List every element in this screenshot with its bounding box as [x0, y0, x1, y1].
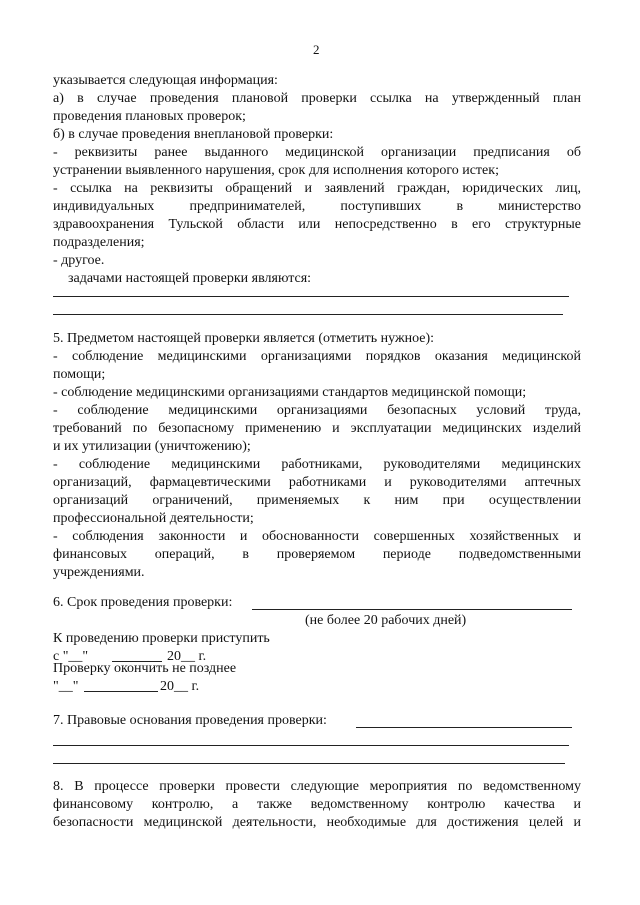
- start-date-year: 20__ г.: [167, 649, 207, 664]
- intro-line: - другое.: [53, 253, 105, 268]
- term-note: (не более 20 рабочих дней): [305, 613, 467, 628]
- blank-line: [53, 314, 563, 315]
- section5-line: организаций ограничений, применяемых к ним при осуществлении: [53, 493, 581, 508]
- section5-line: - соблюдение медицинскими организациями безопасных условий труда,: [53, 403, 581, 418]
- section5-line: требований по безопасному применению и эксплуатации медицинских изделий: [53, 421, 581, 436]
- section8-line: финансовому контролю, а также ведомственному контролю качества и: [53, 797, 581, 812]
- intro-line: индивидуальных предпринимателей, поступивших в министерство: [53, 199, 581, 214]
- intro-line: б) в случае проведения внеплановой проверки:: [53, 127, 334, 142]
- end-label: Проверку окончить не позднее: [53, 661, 237, 676]
- section6-label: 6. Срок проведения проверки:: [53, 595, 233, 610]
- intro-line: указывается следующая информация:: [53, 73, 278, 88]
- start-date-day: с "__": [53, 649, 89, 664]
- blank-line: [53, 745, 569, 746]
- end-date-year: 20__ г.: [160, 679, 200, 694]
- section5-line: помощи;: [53, 367, 106, 382]
- section5-line: профессиональной деятельности;: [53, 511, 254, 526]
- term-blank: [252, 609, 572, 610]
- intro-line: проведения плановых проверок;: [53, 109, 246, 124]
- legal-basis-blank: [356, 727, 572, 728]
- section5-line: и их утилизации (уничтожению);: [53, 439, 251, 454]
- section5-line: - соблюдение медицинскими организациями стандартов медицинской помощи;: [53, 385, 527, 400]
- section5-line: - соблюдение медицинскими организациями порядков оказания медицинской: [53, 349, 581, 364]
- section5-line: - соблюдения законности и обоснованности совершенных хозяйственных и: [53, 529, 581, 544]
- section8-line: 8. В процессе проверки провести следующие мероприятия по ведомственному: [53, 779, 581, 794]
- intro-line: подразделения;: [53, 235, 145, 250]
- section5-line: 5. Предметом настоящей проверки является (отметить нужное):: [53, 331, 435, 346]
- section5-line: организаций, фармацевтическими работниками и руководителями аптечных: [53, 475, 581, 490]
- blank-line: [53, 296, 569, 297]
- end-date-month-blank: [84, 691, 158, 692]
- section8-line: безопасности медицинской деятельности, необходимые для достижения целей и: [53, 815, 581, 830]
- intro-line: - ссылка на реквизиты обращений и заявлений граждан, юридических лиц,: [53, 181, 581, 196]
- intro-line: здравоохранения Тульской области или непосредственно в его структурные: [53, 217, 581, 232]
- section5-line: - соблюдение медицинскими работниками, руководителями медицинских: [53, 457, 581, 472]
- page-number: 2: [313, 42, 320, 57]
- intro-line: - реквизиты ранее выданного медицинской организации предписания об: [53, 145, 581, 160]
- section5-line: финансовых операций, в проверяемом периоде подведомственными: [53, 547, 581, 562]
- section7-label: 7. Правовые основания проведения проверки:: [53, 713, 327, 728]
- end-date-day: "__": [53, 679, 79, 694]
- blank-line: [53, 763, 565, 764]
- section5-line: учреждениями.: [53, 565, 145, 580]
- intro-line: а) в случае проведения плановой проверки ссылка на утвержденный план: [53, 91, 581, 106]
- start-label: К проведению проверки приступить: [53, 631, 270, 646]
- tasks-label: задачами настоящей проверки являются:: [68, 271, 312, 286]
- intro-line: устранении выявленного нарушения, срок для исполнения которого истек;: [53, 163, 499, 178]
